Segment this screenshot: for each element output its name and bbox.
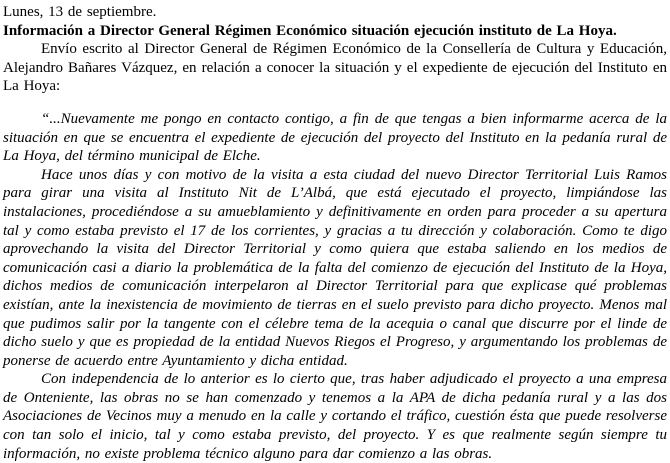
intro-paragraph: Envío escrito al Director General de Régimen Económico de la Consellería de Cultura y Educación, Alejandro Bañares Vázquez, en relación a conocer la situación y el expediente de ejecución del Instituto en La Hoya: <box>3 41 667 95</box>
quote-paragraph-3: Con independencia de lo anterior es lo cierto que, tras haber adjudicado el proyecto a una empresa de Onteniente, las obras no se han comenzado y tenemos a la APA de dicha pedanía rural y a las dos Asociaciones de Vecinos muy a menudo en la calle y cortando el tráfico, cuestión ésta que puede resolverse con tan solo el inicio, tal y como estaba previsto, del proyecto. Y es que realmente según siempre tu información, no existe problema técnico alguno para dar comienzo a las obras. <box>3 371 667 462</box>
date-line: Lunes, 13 de septiembre. <box>3 4 157 20</box>
quote-paragraph-2: Hace unos días y con motivo de la visita a esta ciudad del nuevo Director Territorial Luis Ramos para girar una visita al Instituto Nit de L’Albá, que está ejecutado el proyecto, limpiándose las instalaciones, procediéndose a su amueblamiento y definitivamente en orden para proceder a su apertura tal y como estaba previsto el 17 de los corrientes, y gracias a tu dirección y colaboración. Como te digo aprovechando la visita del Director Territorial y como quiera que estaba saliendo en los medios de comunicación casi a diario la problemática de la falta del comienzo de ejecución del Instituto de la Hoya, dichos medios de comunicación interpelaron al Director Territorial para que explicase qué problemas existían, ante la inexistencia de movimiento de tierras en el suelo previsto para dicho proyecto. Menos mal que pudimos salir por la tangente con el célebre tema de la acequia o canal que discurre por el linde de dicho suelo y que es propiedad de la entidad Nuevos Riegos el Progreso, y argumentando los problemas de ponerse de acuerdo entre Ayuntamiento y dicha entidad. <box>3 166 667 369</box>
document-heading: Información a Director General Régimen Económico situación ejecución instituto de La Hoya. <box>3 22 617 39</box>
quoted-letter-block <box>3 110 667 463</box>
quote-paragraph-1: “...Nuevamente me pongo en contacto contigo, a fin de que tengas a bien informarme acerca de la situación en que se encuentra el expediente de ejecución del proyecto del Instituto en la pedanía rural de La Hoya, del término municipal de Elche. <box>3 110 667 165</box>
